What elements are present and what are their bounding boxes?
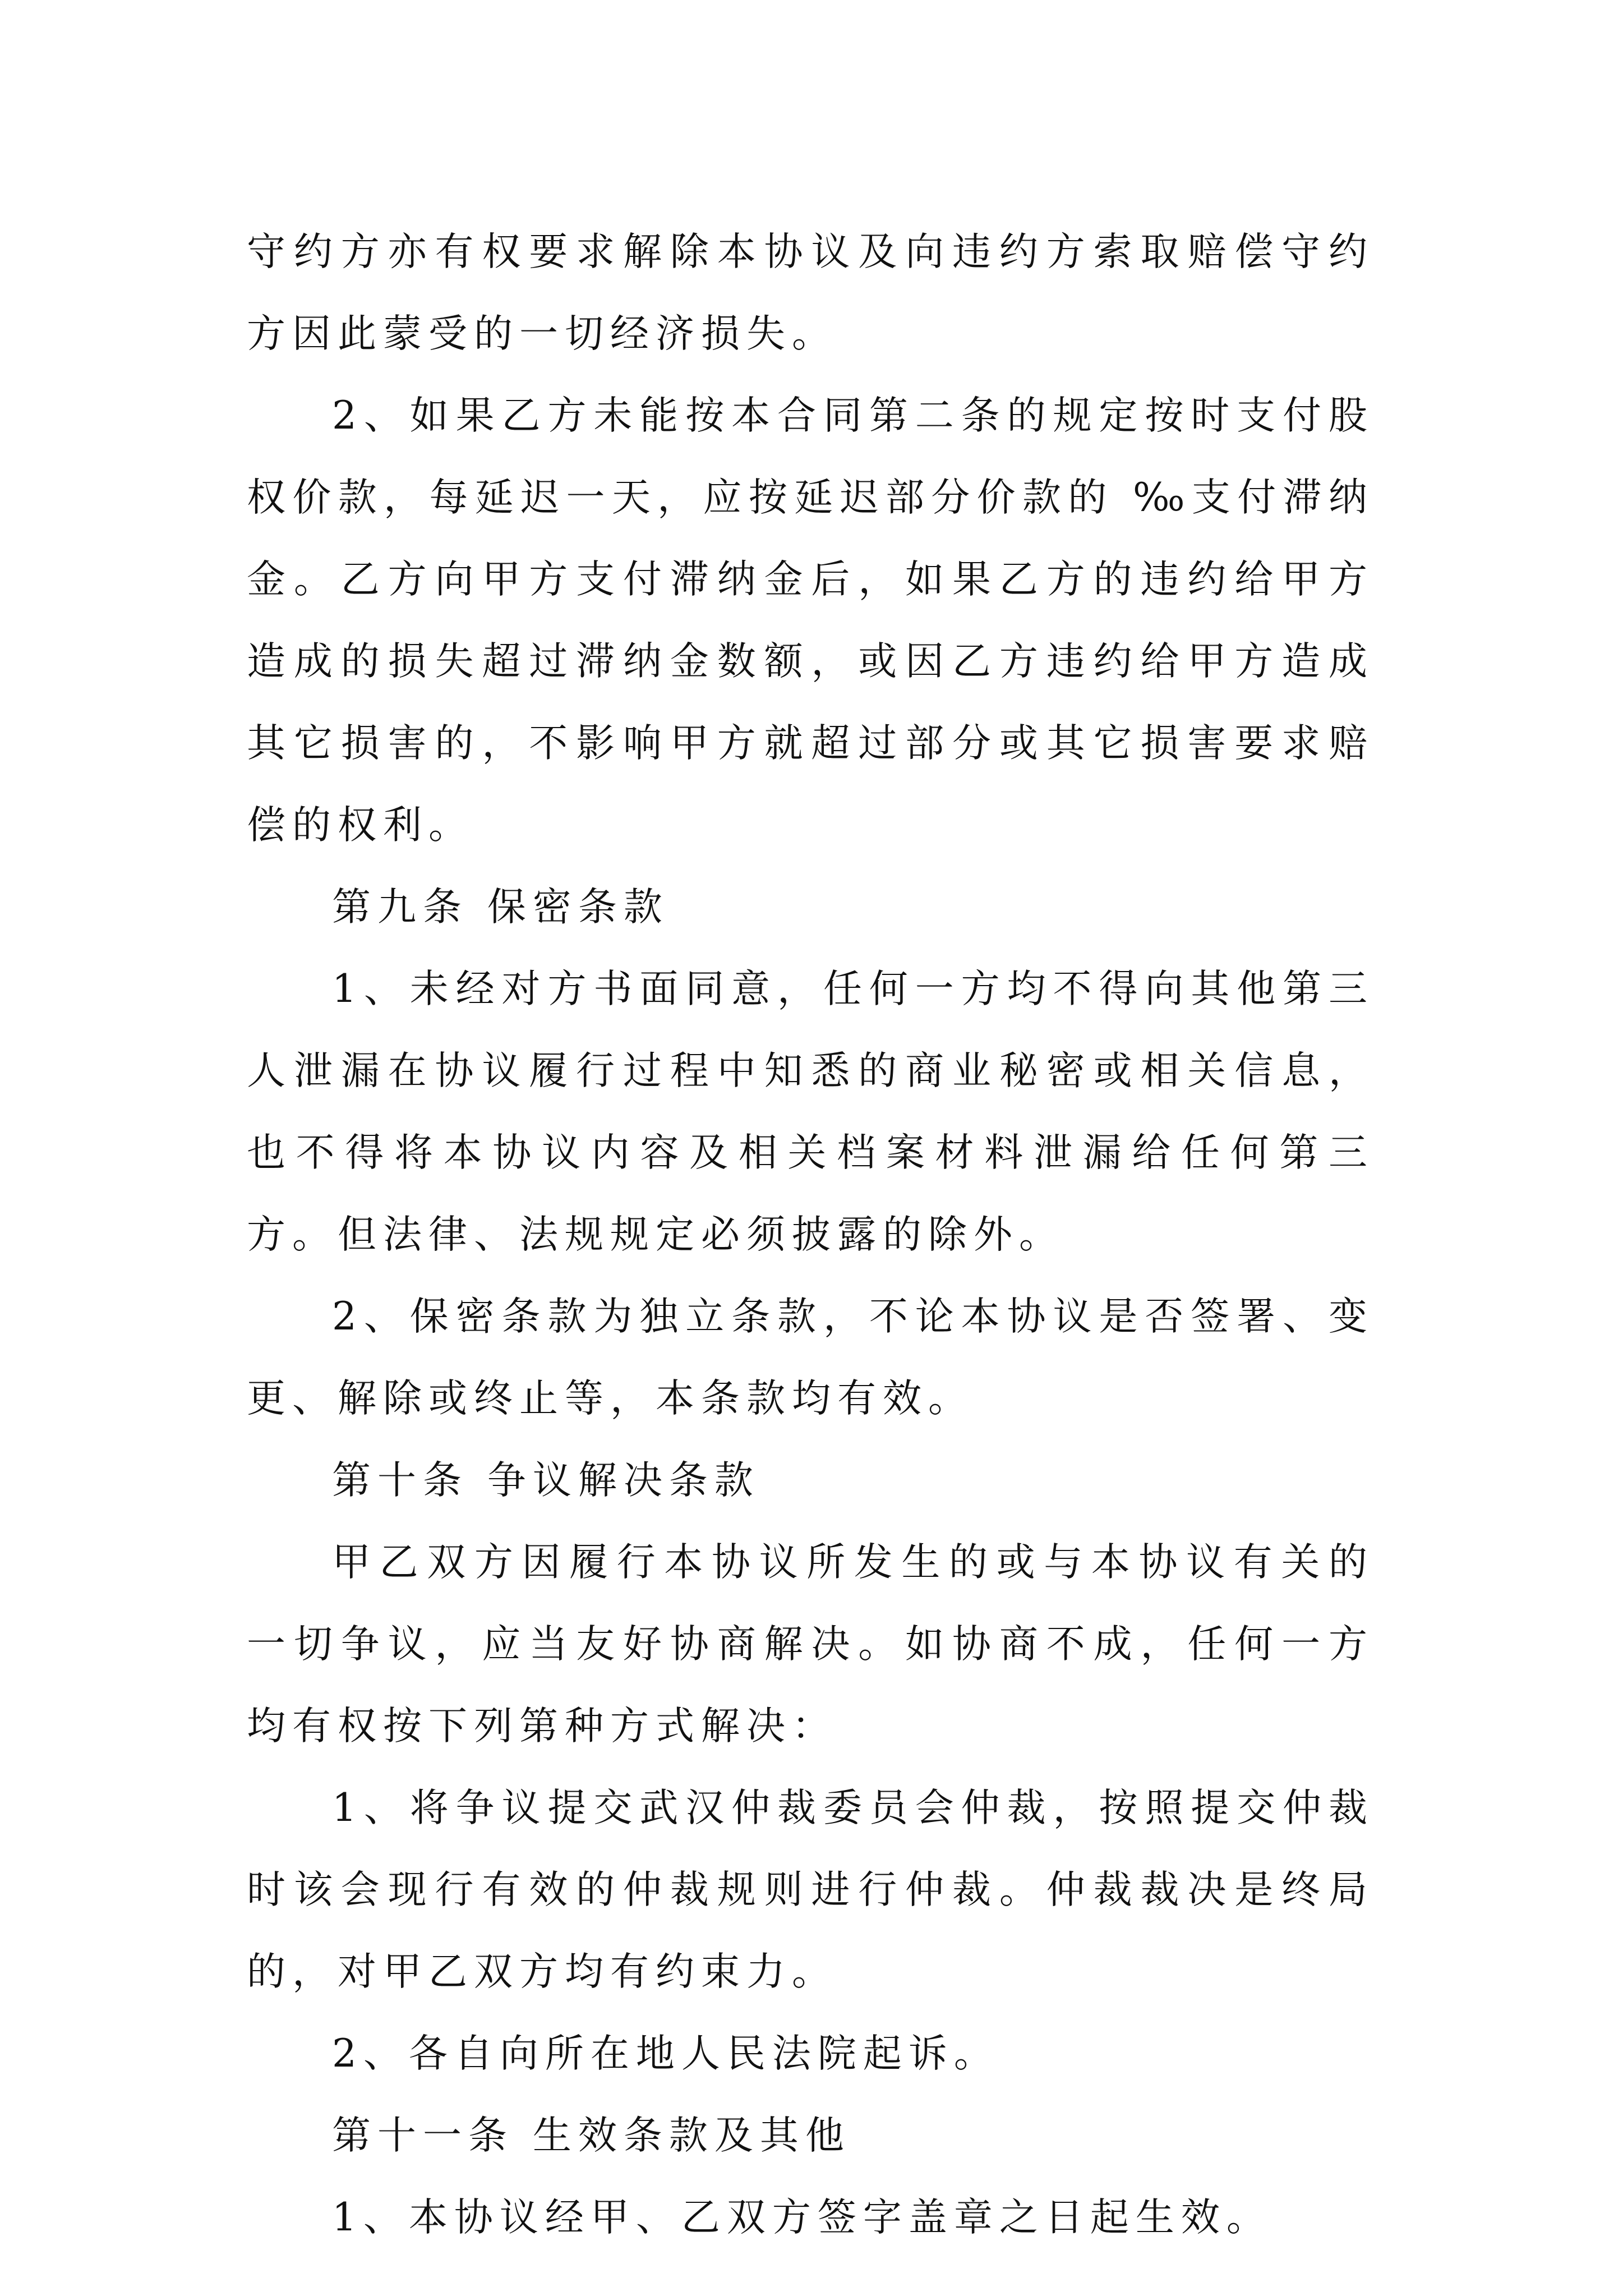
paragraph-confidentiality-1: 1、未经对方书面同意，任何一方均不得向其他第三人泄漏在协议履行过程中知悉的商业秘密或相关信息，也不得将本协议内容及相关档案材料泄漏给任何第三方。但法律、法规规定必须披露的除外。 [247, 967, 1374, 1257]
paragraph-dispute-intro: 甲乙双方因履行本协议所发生的或与本协议有关的一切争议，应当友好协商解决。如协商不成，任何一方均有权按下列第种方式解决： [247, 1540, 1374, 1749]
paragraph-confidentiality-2: 2、保密条款为独立条款，不论本协议是否签署、变更、解除或终止等，本条款均有效。 [247, 1294, 1374, 1421]
paragraph-continuation: 守约方亦有权要求解除本协议及向违约方索取赔偿守约方因此蒙受的一切经济损失。 [247, 229, 1374, 356]
paragraph-dispute-arbitration: 1、将争议提交武汉仲裁委员会仲裁，按照提交仲裁时该会现行有效的仲裁规则进行仲裁。仲裁裁决是终局的，对甲乙双方均有约束力。 [247, 1786, 1374, 1994]
heading-article-10: 第十条 争议解决条款 [332, 1458, 760, 1503]
heading-article-11: 第十一条 生效条款及其他 [332, 2113, 851, 2158]
paragraph-dispute-litigation: 2、各自向所在地人民法院起诉。 [332, 2031, 999, 2076]
paragraph-late-payment: 2、如果乙方未能按本合同第二条的规定按时支付股权价款，每延迟一天，应按延迟部分价款的 ‰支付滞纳金。乙方向甲方支付滞纳金后，如果乙方的违约给甲方造成的损失超过滞纳金数额，或因乙方违约给甲方造成其它损害的，不影响甲方就超过部分或其它损害要求赔偿的权利。 [247, 393, 1374, 848]
paragraph-effectiveness: 1、本协议经甲、乙双方签字盖章之日起生效。 [332, 2195, 1272, 2240]
document-body [247, 211, 1374, 2258]
heading-article-9: 第九条 保密条款 [332, 885, 669, 930]
